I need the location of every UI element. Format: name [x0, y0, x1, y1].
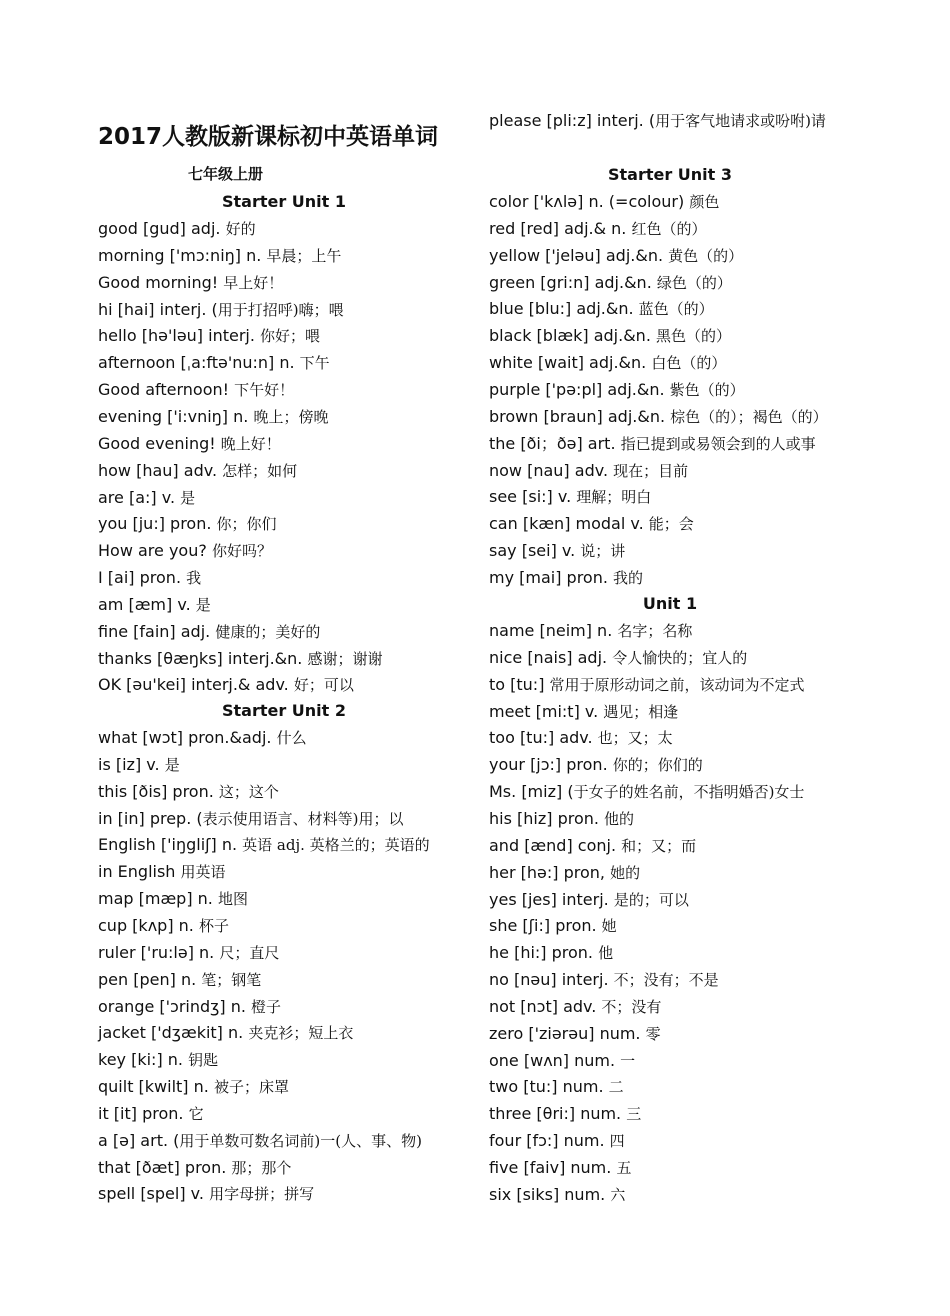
vocab-entry — [489, 246, 743, 266]
section-heading-starter-unit-2: Starter Unit 2 — [221, 701, 347, 720]
entry-chinese: 它 — [188, 1104, 204, 1123]
vocab-entry — [489, 675, 805, 695]
vocab-entry — [489, 541, 625, 561]
vocab-entry — [98, 675, 354, 695]
entry-english: hi [hai] interj. ( — [98, 299, 218, 319]
entry-chinese: 晚上；傍晚 — [253, 407, 329, 426]
entry-chinese: 指已提到或易领会到的人或事 — [620, 434, 816, 453]
entry-chinese: 也；又；太 — [597, 729, 673, 748]
entry-chinese: 绿色（的） — [656, 273, 732, 292]
entry-chinese: 用英语 — [180, 863, 226, 882]
entry-chinese: 晚上好！ — [220, 434, 281, 453]
entry-chinese: 令人愉快的；宜人的 — [612, 648, 748, 667]
entry-english: one [wʌn] num. — [489, 1050, 621, 1070]
entry-chinese: 二 — [608, 1078, 624, 1097]
vocab-entry — [489, 487, 651, 507]
vocab-entry — [98, 246, 341, 266]
vocab-entry — [489, 219, 707, 239]
entry-english: Good afternoon! — [98, 380, 235, 400]
entry-chinese: 英语 adj. 英格兰的；英语的 — [242, 836, 430, 855]
vocab-entry — [98, 1077, 289, 1097]
entry-chinese: 下午好！ — [234, 381, 295, 400]
entry-english: spell [spel] v. — [98, 1184, 210, 1204]
vocab-entry — [489, 1077, 624, 1097]
vocab-entry — [98, 1184, 314, 1204]
entry-chinese: 橙子 — [251, 997, 282, 1016]
entry-english: is [iz] v. — [98, 754, 165, 774]
page-title: 2017人教版新课标初中英语单词 — [98, 124, 439, 150]
entry-chinese: 零 — [645, 1024, 661, 1043]
entry-chinese: 紫色（的） — [669, 380, 745, 399]
entry-chinese: 是 — [164, 755, 180, 774]
vocab-entry — [489, 648, 747, 668]
entry-chinese: 你；你们 — [216, 515, 277, 534]
vocab-entry — [489, 997, 661, 1017]
vocab-entry — [489, 943, 613, 963]
vocab-entry — [98, 595, 211, 615]
entry-english: I [ai] pron. — [98, 568, 187, 588]
vocab-entry — [489, 273, 732, 293]
vocab-entry — [98, 943, 279, 963]
entry-english: your [jɔ:] pron. — [489, 755, 613, 775]
entry-chinese: 怎样；如何 — [222, 461, 298, 480]
entry-english: three [θri:] num. — [489, 1104, 627, 1124]
entry-chinese: 表示使用语言、材料等)用；以 — [202, 809, 404, 828]
entry-chinese: 他 — [598, 944, 614, 963]
entry-chinese: 你的；你们的 — [612, 756, 703, 775]
entry-chinese: 用字母拼；拼写 — [209, 1185, 315, 1204]
entry-chinese: 说；讲 — [580, 542, 626, 561]
vocab-entry — [489, 434, 816, 454]
entry-chinese: 和；又；而 — [621, 836, 697, 855]
entry-chinese: 常用于原形动词之前，该动词为不定式 — [549, 675, 805, 694]
entry-chinese: 于女子的姓名前，不指明婚否)女士 — [573, 783, 805, 802]
entry-english: in English — [98, 862, 181, 882]
vocab-entry — [489, 1185, 625, 1205]
entry-english: orange ['ɔrindʒ] n. — [98, 996, 252, 1016]
entry-chinese: 六 — [610, 1185, 626, 1204]
entry-chinese: 名字；名称 — [617, 622, 693, 640]
entry-english: thanks [θæŋks] interj.&n. — [98, 648, 308, 668]
entry-chinese: 四 — [609, 1132, 625, 1151]
entry-english: a [ə] art. ( — [98, 1130, 180, 1150]
entry-english: evening ['i:vniŋ] n. — [98, 406, 254, 426]
entry-chinese: 什么 — [276, 729, 307, 747]
entry-chinese: 下午 — [299, 354, 330, 373]
entry-english: good [gud] adj. — [98, 219, 226, 238]
entry-chinese: 不；没有 — [601, 997, 662, 1016]
entry-english: ruler ['ru:lə] n. — [98, 942, 220, 962]
entry-english: How are you? — [98, 541, 212, 561]
entry-chinese: 尺；直尺 — [219, 943, 280, 962]
entry-english: hello [hə'ləu] interj. — [98, 326, 261, 346]
vocab-entry — [98, 407, 328, 427]
entry-english: two [tu:] num. — [489, 1077, 609, 1097]
entry-chinese: 黑色（的） — [655, 327, 731, 346]
entry-english: not [nɔt] adv. — [489, 996, 602, 1016]
vocab-entry — [98, 1131, 422, 1151]
entry-english: jacket ['dʒækit] n. — [98, 1023, 249, 1043]
entry-chinese: 夹克衫；短上衣 — [248, 1024, 354, 1043]
entry-english: Good evening! — [98, 433, 221, 453]
entry-chinese: 他的 — [604, 809, 635, 828]
entry-chinese: 能；会 — [648, 515, 694, 534]
vocab-entry — [98, 1023, 353, 1043]
vocab-entry — [98, 782, 279, 802]
entry-english: cup [kʌp] n. — [98, 915, 199, 935]
vocab-entry — [98, 755, 180, 775]
entry-english: white [wait] adj.&n. — [489, 353, 652, 373]
vocab-entry — [98, 728, 307, 748]
vocab-entry — [489, 755, 703, 775]
vocab-entry — [489, 728, 673, 748]
entry-english: purple ['pə:pl] adj.&n. — [489, 379, 670, 399]
entry-chinese: 白色（的） — [651, 354, 727, 373]
entry-english: red [red] adj.& n. — [489, 218, 632, 238]
entry-english: he [hi:] pron. — [489, 943, 599, 963]
entry-chinese: 这；这个 — [218, 782, 279, 801]
vocab-entry — [489, 1131, 625, 1151]
vocab-entry — [98, 916, 229, 936]
entry-chinese: 是的；可以 — [613, 890, 689, 909]
vocab-entry — [98, 541, 272, 561]
entry-chinese: 不；没有；不是 — [613, 971, 719, 990]
entry-english: pen [pen] n. — [98, 969, 202, 989]
entry-english: his [hiz] pron. — [489, 808, 605, 828]
entry-english: quilt [kwilt] n. — [98, 1077, 214, 1097]
entry-english: morning ['mɔ:niŋ] n. — [98, 245, 267, 265]
entry-english: Good morning! — [98, 272, 224, 292]
vocab-entry — [489, 514, 694, 534]
entry-english: you [ju:] pron. — [98, 514, 217, 534]
vocab-entry — [98, 1104, 204, 1124]
entry-chinese: 好的 — [225, 220, 256, 238]
entry-english: to [tu:] — [489, 674, 550, 694]
entry-english: Ms. [miz] ( — [489, 782, 574, 802]
entry-chinese: 她的 — [610, 863, 641, 882]
section-heading-starter-unit-1: Starter Unit 1 — [221, 192, 347, 211]
entry-english: are [a:] v. — [98, 487, 181, 507]
entry-english: six [siks] num. — [489, 1184, 611, 1204]
vocab-entry — [98, 568, 201, 588]
vocab-entry — [98, 434, 281, 454]
entry-chinese: 三 — [626, 1105, 642, 1124]
entry-chinese: 理解；明白 — [576, 488, 652, 507]
vocab-entry — [98, 353, 330, 373]
entry-chinese: 用于单数可数名词前)一(人、事、物) — [179, 1131, 422, 1150]
vocab-entry — [489, 568, 643, 588]
entry-english: yes [jes] interj. — [489, 889, 614, 909]
vocab-entry — [489, 1051, 635, 1071]
entry-english: five [faiv] num. — [489, 1158, 617, 1177]
entry-english: meet [mi:t] v. — [489, 701, 604, 721]
vocab-entry — [489, 621, 692, 641]
vocab-entry — [489, 782, 804, 802]
entry-english: the [ði；ðə] art. — [489, 433, 621, 453]
entry-chinese: 我的 — [613, 568, 644, 587]
entry-english: map [mæp] n. — [98, 889, 218, 909]
vocab-entry — [98, 300, 344, 320]
entry-english: can [kæn] modal v. — [489, 514, 649, 534]
entry-chinese: 黄色（的） — [668, 246, 744, 265]
vocab-entry — [489, 809, 634, 829]
entry-english: it [it] pron. — [98, 1103, 189, 1123]
entry-english: color ['kʌlə] n. (=colour) — [489, 192, 690, 211]
vocab-entry — [98, 273, 283, 293]
entry-english: yellow ['jeləu] adj.&n. — [489, 245, 669, 265]
entry-chinese: 笔；钢笔 — [201, 970, 262, 989]
entry-chinese: 健康的；美好的 — [215, 622, 321, 641]
entry-english: her [hə:] pron, — [489, 862, 611, 882]
entry-english: now [nau] adv. — [489, 460, 614, 480]
vocab-entry — [489, 970, 719, 990]
entry-english: no [nəu] interj. — [489, 970, 614, 990]
entry-chinese: 遇见；相逢 — [603, 702, 679, 721]
vocab-entry — [98, 997, 281, 1017]
entry-chinese: 用于客气地请求或吩咐)请 — [655, 112, 826, 130]
vocab-entry — [98, 461, 297, 481]
entry-english: black [blæk] adj.&n. — [489, 326, 656, 346]
vocab-entry — [98, 622, 320, 642]
entry-chinese: 五 — [616, 1159, 632, 1177]
entry-english: am [æm] v. — [98, 594, 196, 614]
vocab-entry — [489, 380, 745, 400]
entry-chinese: 早上好！ — [223, 273, 284, 292]
entry-english: in [in] prep. ( — [98, 808, 203, 828]
entry-english: English ['iŋgliʃ] n. — [98, 835, 243, 855]
vocab-entry — [98, 326, 320, 346]
entry-chinese: 杯子 — [198, 916, 229, 935]
entry-english: blue [blu:] adj.&n. — [489, 299, 639, 319]
entry-english: key [ki:] n. — [98, 1050, 189, 1070]
entry-chinese: 你好；喂 — [260, 327, 321, 346]
entry-english: what [wɔt] pron.&adj. — [98, 728, 277, 747]
entry-english: afternoon [ˌa:ftə'nu:n] n. — [98, 353, 300, 373]
entry-chinese: 感谢；谢谢 — [307, 649, 383, 668]
vocab-entry — [98, 889, 248, 909]
entry-english: please [pli:z] interj. ( — [489, 111, 656, 130]
vocab-entry — [489, 407, 828, 427]
vocab-entry — [489, 192, 719, 212]
vocab-entry — [98, 835, 430, 855]
entry-english: green [gri:n] adj.&n. — [489, 272, 657, 292]
entry-chinese: 她 — [601, 917, 617, 936]
vocab-entry — [98, 809, 403, 829]
vocab-entry — [489, 353, 726, 373]
entry-english: my [mai] pron. — [489, 567, 614, 587]
entry-english: OK [əu'kei] interj.& adv. — [98, 675, 294, 695]
vocab-entry — [98, 1158, 291, 1178]
entry-chinese: 棕色（的）；褐色（的） — [670, 407, 828, 426]
vocab-entry — [489, 1024, 661, 1044]
entry-chinese: 一 — [620, 1051, 636, 1070]
entry-english: and [ænd] conj. — [489, 835, 622, 855]
section-heading-starter-unit-3: Starter Unit 3 — [607, 165, 733, 184]
vocab-entry — [98, 1050, 218, 1070]
entry-english: say [sei] v. — [489, 541, 581, 561]
entry-chinese: 地图 — [217, 890, 248, 909]
entry-chinese: 被子；床罩 — [213, 1078, 289, 1097]
vocab-entry — [489, 326, 731, 346]
entry-english: brown [braun] adj.&n. — [489, 406, 671, 426]
entry-english: nice [nais] adj. — [489, 647, 613, 667]
entry-english: she [ʃi:] pron. — [489, 916, 602, 936]
entry-english: that [ðæt] pron. — [98, 1157, 232, 1177]
entry-chinese: 是 — [195, 595, 211, 614]
vocab-entry — [98, 380, 294, 400]
section-heading-unit-1: Unit 1 — [642, 594, 698, 613]
grade-heading: 七年级上册 — [188, 165, 264, 183]
entry-english: too [tu:] adv. — [489, 728, 598, 748]
entry-chinese: 你好吗？ — [211, 542, 272, 561]
vocab-entry — [98, 219, 256, 239]
vocab-entry — [489, 299, 714, 319]
vocab-entry — [489, 863, 640, 883]
entry-chinese: 用于打招呼)嗨；喂 — [217, 300, 344, 319]
entry-chinese: 是 — [180, 488, 196, 507]
entry-chinese: 好；可以 — [293, 676, 354, 695]
entry-chinese: 那；那个 — [231, 1158, 292, 1177]
vocab-entry — [489, 916, 617, 936]
vocab-entry — [98, 514, 277, 534]
vocab-entry — [98, 649, 382, 669]
vocab-entry — [489, 836, 696, 856]
entry-chinese: 蓝色（的） — [638, 300, 714, 319]
entry-english: zero ['ziərəu] num. — [489, 1023, 646, 1043]
vocab-entry — [489, 1104, 641, 1124]
entry-chinese: 颜色 — [689, 193, 720, 211]
entry-chinese: 早晨；上午 — [266, 246, 342, 265]
vocab-entry — [489, 890, 689, 910]
vocab-entry — [98, 488, 195, 508]
vocab-entry — [489, 702, 678, 722]
entry-english: four [fɔ:] num. — [489, 1131, 610, 1151]
entry-chinese: 钥匙 — [188, 1051, 219, 1070]
entry-english: this [ðis] pron. — [98, 781, 219, 801]
entry-english: fine [fain] adj. — [98, 621, 216, 641]
entry-english: see [si:] v. — [489, 487, 577, 507]
entry-chinese: 现在；目前 — [613, 461, 689, 480]
vocab-entry-please — [489, 107, 854, 135]
entry-english: how [hau] adv. — [98, 460, 223, 480]
vocab-entry — [98, 970, 261, 990]
entry-chinese: 我 — [186, 569, 202, 588]
vocab-entry — [489, 1158, 631, 1178]
entry-english: name [neim] n. — [489, 621, 618, 640]
vocab-entry — [98, 862, 226, 882]
vocab-entry — [489, 461, 688, 481]
entry-chinese: 红色（的） — [631, 219, 707, 238]
